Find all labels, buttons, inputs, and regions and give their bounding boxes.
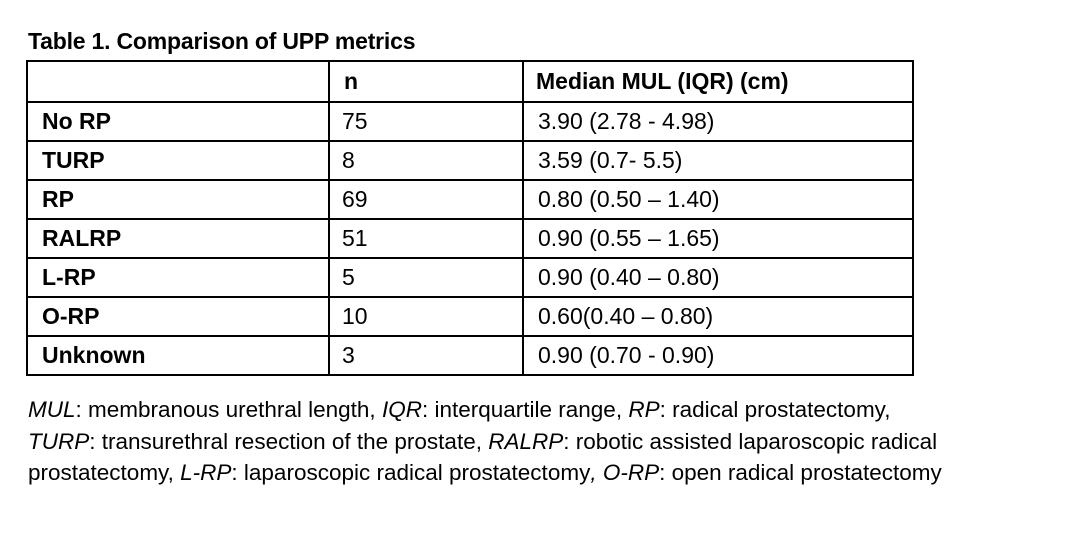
footnote-abbr: MUL	[28, 397, 76, 422]
footnote-definition: : membranous urethral length,	[75, 397, 382, 422]
row-n: 10	[329, 297, 523, 336]
row-median: 3.59 (0.7- 5.5)	[523, 141, 913, 180]
footnote-abbr: , O-RP	[590, 460, 660, 485]
row-median: 0.90 (0.70 - 0.90)	[523, 336, 913, 375]
table-row	[27, 258, 913, 297]
row-group: O-RP	[27, 297, 329, 336]
row-median: 0.90 (0.40 – 0.80)	[523, 258, 913, 297]
row-n: 3	[329, 336, 523, 375]
footnote-line-3	[28, 457, 1068, 489]
row-n: 51	[329, 219, 523, 258]
footnote-abbr: TURP	[28, 428, 90, 454]
row-group: RALRP	[27, 219, 329, 258]
table-caption: Table 1. Comparison of UPP metrics	[28, 28, 416, 54]
table-row	[27, 336, 913, 375]
row-group: L-RP	[27, 258, 329, 297]
footnote-definition: prostatectomy,	[28, 460, 181, 485]
comparison-table	[26, 60, 914, 376]
row-group: RP	[27, 180, 329, 219]
row-n: 5	[329, 258, 523, 297]
header-median: Median MUL (IQR) (cm)	[523, 61, 913, 102]
table-row	[27, 141, 913, 180]
row-n: 69	[329, 180, 523, 219]
footnote-definition: : robotic assisted laparoscopic radical	[563, 428, 938, 454]
footnote-definition: : interquartile range,	[421, 397, 629, 422]
footnote-definition: : radical prostatectomy,	[659, 397, 891, 422]
table-row	[27, 297, 913, 336]
row-median: 0.80 (0.50 – 1.40)	[523, 180, 913, 219]
footnote-definition: : transurethral resection of the prostate,	[89, 428, 489, 454]
header-group	[27, 61, 329, 102]
footnote-definition: : open radical prostatectomy	[659, 460, 942, 485]
row-n: 8	[329, 141, 523, 180]
table-body	[27, 102, 913, 375]
row-group: Unknown	[27, 336, 329, 375]
footnote-line-2	[28, 426, 1068, 458]
header-row	[27, 61, 913, 102]
header-n: n	[329, 61, 523, 102]
row-group: No RP	[27, 102, 329, 141]
table-row	[27, 219, 913, 258]
footnote-abbr: RALRP	[488, 428, 564, 454]
row-median: 0.90 (0.55 – 1.65)	[523, 219, 913, 258]
table-row	[27, 180, 913, 219]
row-median: 3.90 (2.78 - 4.98)	[523, 102, 913, 141]
table-header	[27, 61, 913, 102]
row-n: 75	[329, 102, 523, 141]
footnote-definition: : laparoscopic radical prostatectomy	[231, 460, 591, 485]
row-group: TURP	[27, 141, 329, 180]
footnote-abbr: IQR	[381, 397, 422, 422]
footnote-line-1	[28, 394, 1068, 426]
footnote-abbr: RP	[628, 397, 660, 422]
table-row	[27, 102, 913, 141]
table-footnote	[28, 394, 1068, 489]
footnote-abbr: L-RP	[180, 460, 232, 485]
row-median: 0.60(0.40 – 0.80)	[523, 297, 913, 336]
